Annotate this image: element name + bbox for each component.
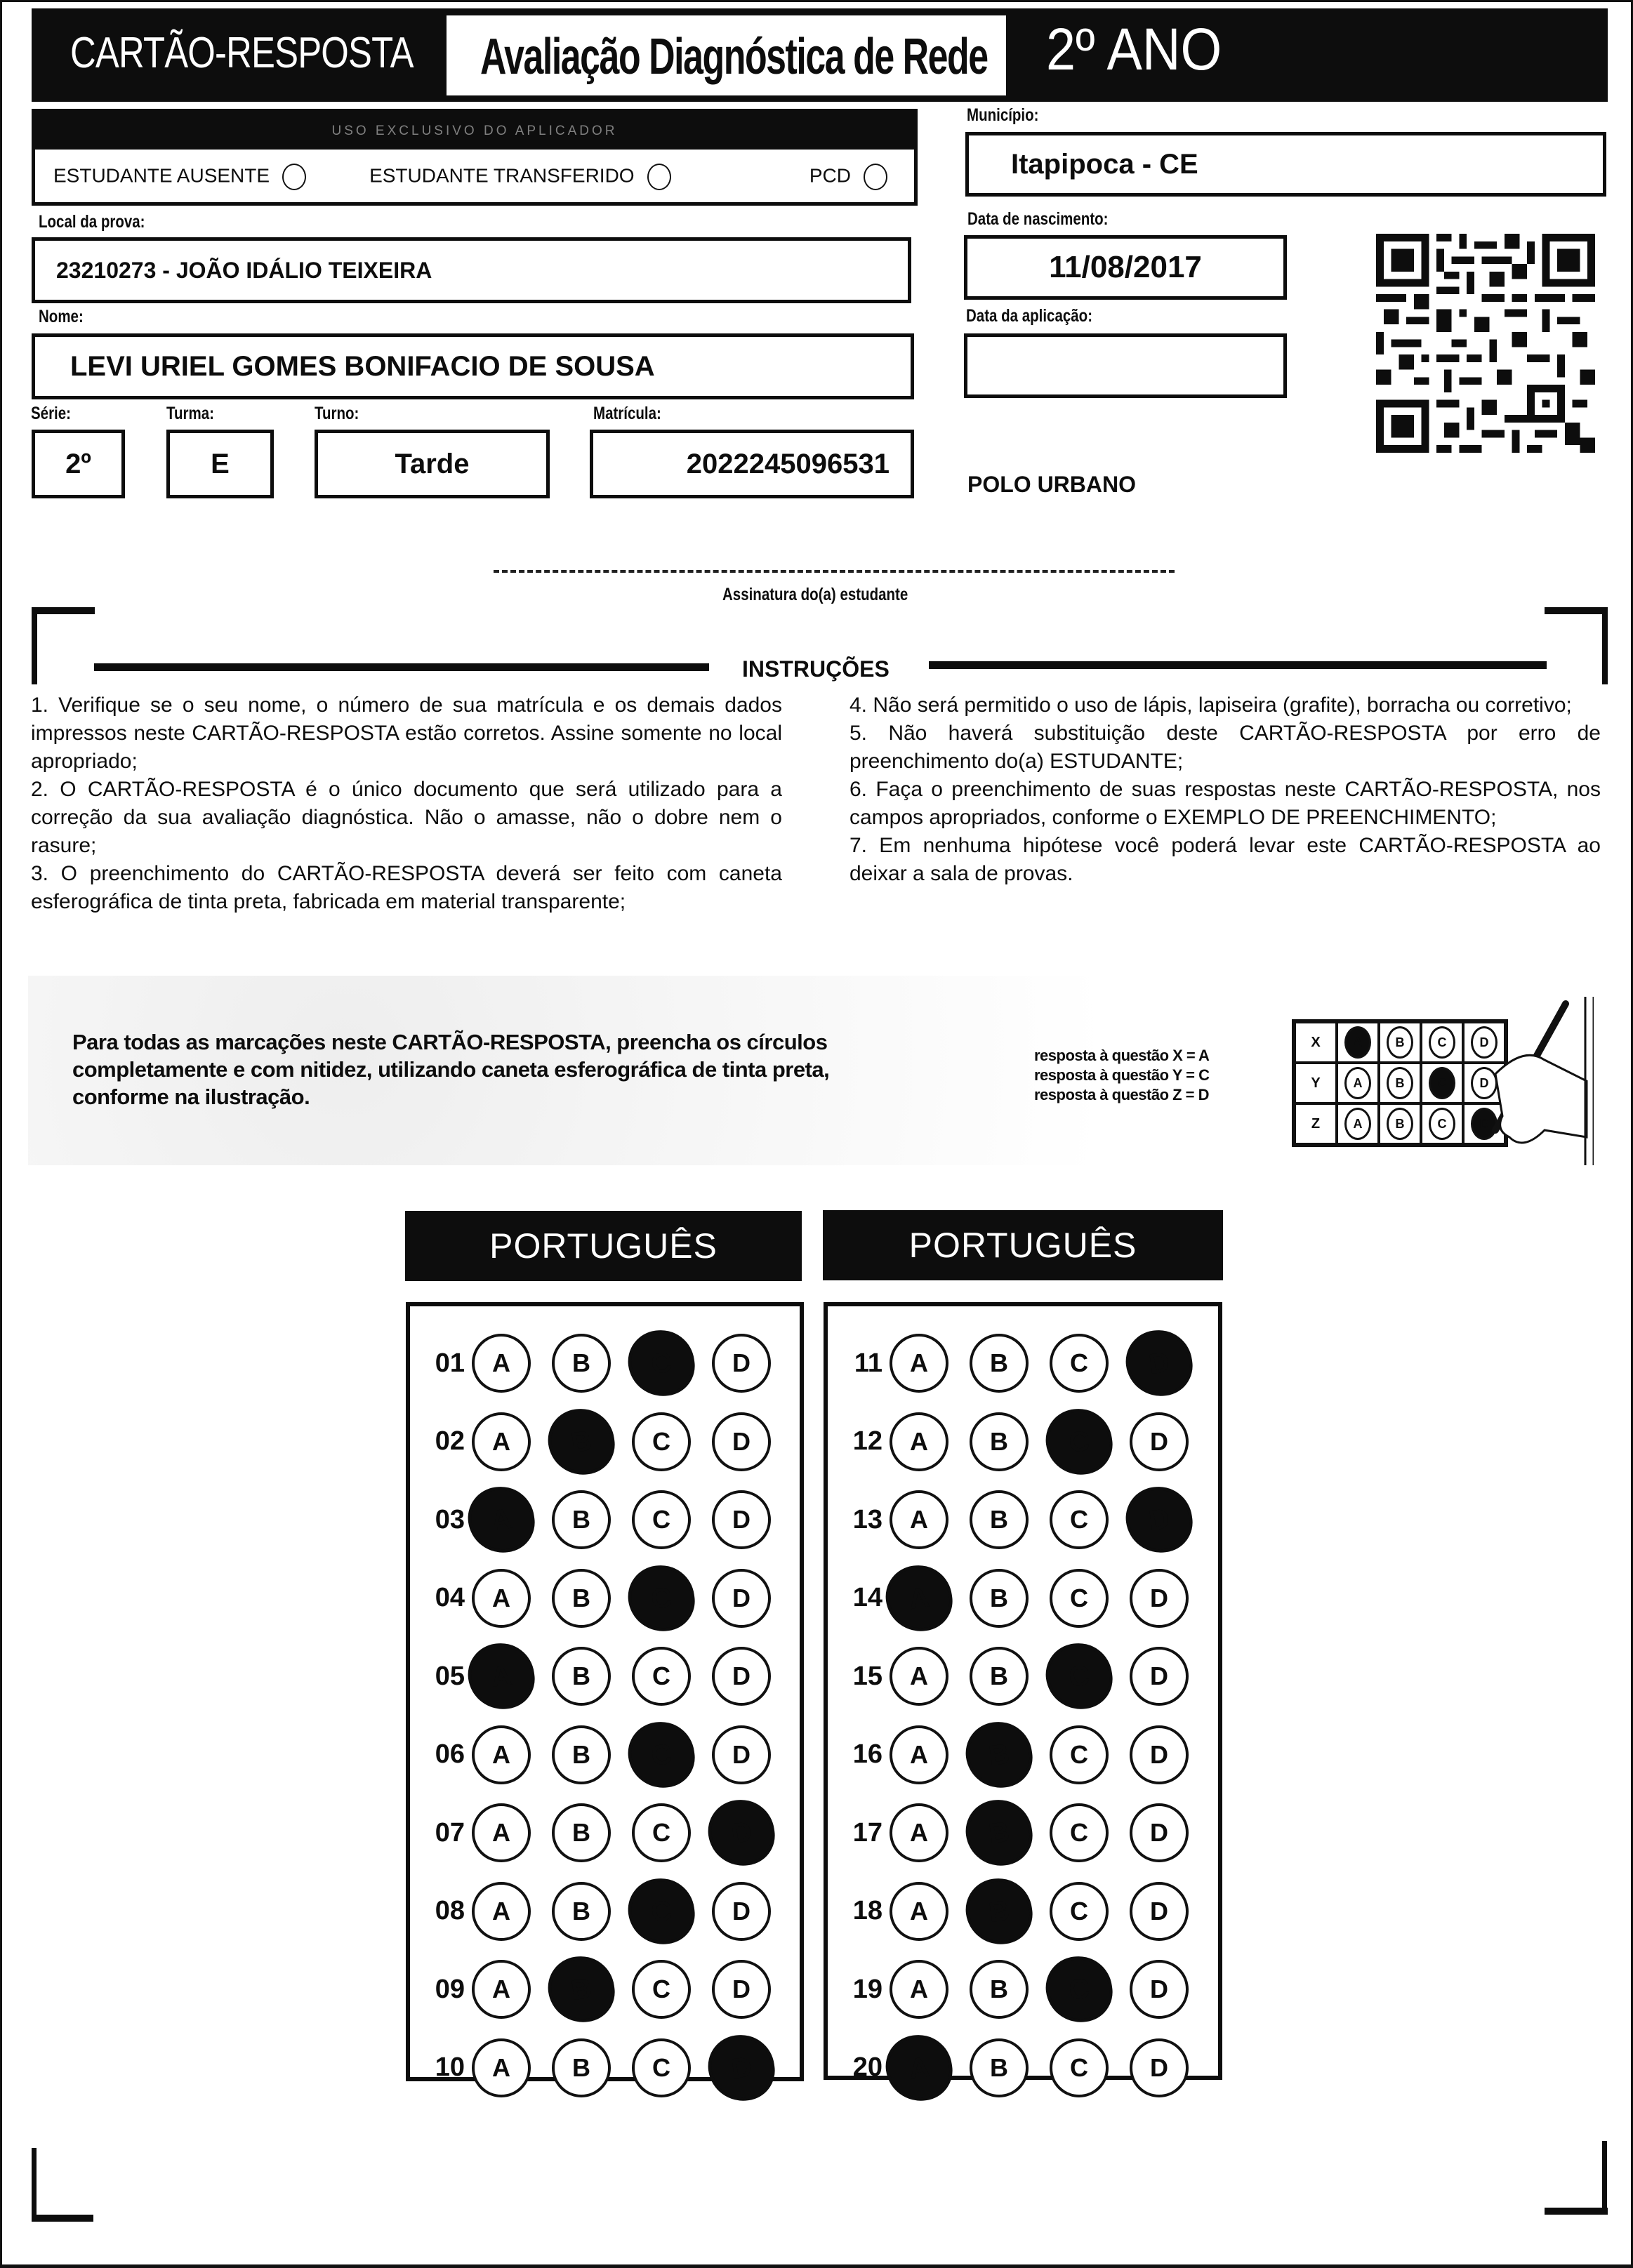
answer-bubble-a[interactable]: A (472, 1960, 531, 2019)
option-transferred[interactable] (369, 164, 671, 190)
exam-title: Avaliação Diagnóstica de Rede (480, 29, 988, 85)
question-number: 06 (435, 1739, 465, 1769)
nome-field (32, 333, 914, 399)
question-number: 01 (435, 1348, 465, 1378)
answer-bubble-d[interactable]: D (1130, 1803, 1189, 1862)
example-bubble-filled: D (1471, 1108, 1498, 1140)
answer-bubble-c[interactable]: C (632, 1490, 691, 1549)
answer-bubble-b[interactable]: B (552, 1882, 611, 1941)
example-legend-z: resposta à questão Z = D (1034, 1086, 1210, 1103)
question-row (410, 1950, 792, 2029)
section-title-left: PORTUGUÊS (489, 1226, 718, 1266)
answer-bubble-b[interactable]: B (970, 1569, 1029, 1628)
answer-bubble-a[interactable]: A (472, 1725, 531, 1784)
answer-bubble-b[interactable]: B (970, 1647, 1029, 1706)
question-row (828, 1950, 1210, 2029)
answer-bubble-c[interactable]: C (632, 1412, 691, 1471)
answer-bubble-a[interactable]: A (882, 1560, 956, 1635)
instructions-right (849, 691, 1601, 888)
corner-mark-top-left (32, 607, 95, 614)
answer-bubble-c[interactable]: C (1050, 2038, 1109, 2097)
section-header-right (823, 1210, 1223, 1280)
example-cell (1421, 1103, 1463, 1144)
answer-bubble-b[interactable]: B (552, 1490, 611, 1549)
matricula-value: 2022245096531 (686, 448, 890, 479)
grade-label: 2º ANO (1046, 16, 1222, 82)
answer-bubble-a[interactable]: A (472, 2038, 531, 2097)
answer-bubble-d[interactable]: D (1130, 1647, 1189, 1706)
answer-bubble-b[interactable]: B (552, 1803, 611, 1862)
instruction-2: 2. O CARTÃO-RESPOSTA é o único documento que será utilizado para a correção da sua avaliação diagnóstica. Não o amasse, não o dobre nem o rasure; (31, 778, 782, 857)
example-bubble: C (1429, 1108, 1455, 1140)
signature-line[interactable] (494, 570, 1175, 573)
answer-bubble-b[interactable]: B (552, 1647, 611, 1706)
answer-bubble-b[interactable]: B (970, 1334, 1029, 1393)
question-number: 16 (852, 1739, 882, 1769)
answer-bubble-a[interactable]: A (472, 1569, 531, 1628)
answer-bubble-a[interactable]: A (890, 1960, 948, 2019)
example-cell (1421, 1022, 1463, 1063)
answer-bubble-a[interactable]: A (882, 2030, 956, 2104)
example-cell (1337, 1063, 1379, 1103)
question-row (410, 2029, 792, 2107)
answer-bubble-a[interactable]: A (890, 1647, 948, 1706)
answer-bubble-c[interactable]: C (1050, 1569, 1109, 1628)
instruction-5: 5. Não haverá substituição deste CARTÃO-RESPOSTA por erro de preenchimento do(a) ESTUDANTE; (849, 722, 1601, 773)
question-number: 15 (852, 1661, 882, 1691)
example-bubble: D (1471, 1026, 1498, 1059)
corner-mark-bottom-right-v (1602, 2141, 1607, 2215)
question-row (410, 1793, 792, 1872)
instructions-title: INSTRUÇÕES (742, 656, 890, 682)
example-cell (1379, 1022, 1421, 1063)
question-row (828, 1872, 1210, 1951)
question-number: 05 (435, 1661, 465, 1691)
answer-bubble-a[interactable]: A (464, 1639, 538, 1713)
corner-mark-top-right (1545, 607, 1608, 614)
answer-bubble-c[interactable]: C (1042, 1404, 1116, 1478)
example-row-label: Z (1295, 1103, 1337, 1144)
instructions-left (31, 691, 782, 916)
option-absent-label: ESTUDANTE AUSENTE (53, 164, 270, 187)
example-bubble: B (1387, 1026, 1413, 1059)
question-row (410, 1324, 792, 1402)
radio-pcd[interactable] (864, 164, 887, 190)
question-number: 03 (435, 1504, 465, 1534)
answer-bubble-c[interactable]: C (624, 1717, 699, 1791)
answer-bubble-a[interactable]: A (890, 1725, 948, 1784)
example-grid (1292, 1019, 1508, 1147)
example-cell (1337, 1103, 1379, 1144)
polo-label: POLO URBANO (967, 472, 1136, 497)
corner-mark-bottom-right (1545, 2208, 1608, 2215)
turma-value: E (211, 448, 230, 479)
answer-bubble-b[interactable]: B (970, 1960, 1029, 2019)
applicator-title: USO EXCLUSIVO DO APLICADOR (331, 123, 618, 138)
answer-bubble-c[interactable]: C (624, 1560, 699, 1635)
corner-mark-top-left-v (32, 607, 37, 684)
turno-label: Turno: (315, 404, 359, 423)
option-pcd[interactable] (809, 164, 887, 190)
applicator-header (35, 112, 914, 150)
answer-bubble-d[interactable]: D (1122, 1483, 1196, 1557)
municipio-field (965, 132, 1606, 197)
question-number: 19 (852, 1974, 882, 2004)
question-row (828, 1637, 1210, 1716)
example-row-label: X (1295, 1022, 1337, 1063)
answer-bubble-c[interactable]: C (632, 1960, 691, 2019)
example-bubble: C (1429, 1026, 1455, 1059)
matricula-field (590, 430, 914, 498)
answer-bubble-d[interactable]: D (1130, 1725, 1189, 1784)
question-number: 20 (852, 2053, 882, 2082)
section-title-right: PORTUGUÊS (908, 1226, 1137, 1265)
option-pcd-label: PCD (809, 164, 851, 187)
exam-title-box (444, 13, 1009, 98)
answer-bubble-a[interactable]: A (890, 1412, 948, 1471)
municipio-value: Itapipoca - CE (1011, 148, 1198, 180)
answer-bubble-d[interactable]: D (712, 1647, 771, 1706)
answer-bubble-b[interactable]: B (552, 1334, 611, 1393)
example-row-label: Y (1295, 1063, 1337, 1103)
card-title: CARTÃO-RESPOSTA (70, 29, 414, 77)
question-row (828, 1402, 1210, 1481)
instruction-4: 4. Não será permitido o uso de lápis, lapiseira (grafite), borracha ou corretivo; (849, 694, 1572, 717)
answer-bubble-b[interactable]: B (552, 1569, 611, 1628)
answer-bubble-b[interactable]: B (970, 2038, 1029, 2097)
question-row (828, 1480, 1210, 1559)
answer-bubble-d[interactable]: D (704, 1796, 779, 1870)
question-row (828, 1559, 1210, 1638)
answer-bubble-d[interactable]: D (1130, 1960, 1189, 2019)
data-nascimento-value: 11/08/2017 (1049, 250, 1202, 284)
answer-bubble-d[interactable]: D (712, 1882, 771, 1941)
question-number: 13 (852, 1504, 882, 1534)
answer-bubble-d[interactable]: D (712, 1960, 771, 2019)
question-row (410, 1559, 792, 1638)
question-row (828, 1716, 1210, 1794)
serie-value: 2º (65, 448, 91, 479)
signature-label: Assinatura do(a) estudante (722, 585, 908, 604)
answer-bubble-c[interactable]: C (624, 1326, 699, 1400)
example-bubble: A (1344, 1067, 1371, 1099)
answer-bubble-d[interactable]: D (1130, 1412, 1189, 1471)
answer-bubble-a[interactable]: A (472, 1882, 531, 1941)
instructions-rule-left (94, 663, 709, 671)
instruction-1: 1. Verifique se o seu nome, o número de sua matrícula e os demais dados impressos neste CARTÃO-RESPOSTA estão corretos. Assine somente no local apropriado; (31, 694, 782, 773)
answer-bubble-a[interactable]: A (464, 1483, 538, 1557)
data-nascimento-field (964, 235, 1287, 300)
local-prova-value: 23210273 - JOÃO IDÁLIO TEIXEIRA (56, 257, 432, 283)
answer-bubble-b[interactable]: B (962, 1796, 1036, 1870)
corner-mark-top-right-v (1602, 607, 1608, 684)
answer-bubble-c[interactable]: C (1042, 1639, 1116, 1713)
question-number: 08 (435, 1896, 465, 1925)
data-nascimento-label: Data de nascimento: (967, 209, 1109, 229)
example-legend-x: resposta à questão X = A (1034, 1047, 1210, 1064)
data-aplicacao-field[interactable] (964, 333, 1287, 398)
answer-bubble-a[interactable]: A (472, 1334, 531, 1393)
radio-absent[interactable] (282, 164, 306, 190)
question-row (828, 1324, 1210, 1402)
section-header-left (405, 1211, 802, 1281)
example-bubble: B (1387, 1108, 1413, 1140)
example-bubble: D (1471, 1067, 1498, 1099)
answer-bubble-c[interactable]: C (624, 1874, 699, 1948)
example-cell (1379, 1063, 1421, 1103)
nome-value: LEVI URIEL GOMES BONIFACIO DE SOUSA (70, 350, 655, 382)
instruction-6: 6. Faça o preenchimento de suas respostas neste CARTÃO-RESPOSTA, nos campos apropriados, conforme o EXEMPLO DE PREENCHIMENTO; (849, 778, 1601, 829)
answer-bubble-d[interactable]: D (712, 1334, 771, 1393)
applicator-box (32, 109, 918, 206)
answer-bubble-c[interactable]: C (632, 1803, 691, 1862)
option-absent[interactable] (53, 164, 306, 190)
answer-bubble-c[interactable]: C (1050, 1334, 1109, 1393)
answer-bubble-d[interactable]: D (1130, 2038, 1189, 2097)
corner-mark-bottom-left-v (32, 2148, 37, 2222)
question-number: 12 (852, 1426, 882, 1456)
instruction-7: 7. Em nenhuma hipótese você poderá levar este CARTÃO-RESPOSTA ao deixar a sala de provas. (849, 834, 1601, 885)
instruction-3: 3. O preenchimento do CARTÃO-RESPOSTA deverá ser feito com caneta esferográfica de tinta preta, fabricada em material transparente; (31, 862, 782, 913)
question-number: 10 (435, 2053, 465, 2082)
answer-bubble-b[interactable]: B (970, 1490, 1029, 1549)
question-row (410, 1637, 792, 1716)
question-number: 18 (852, 1896, 882, 1925)
turma-label: Turma: (166, 404, 214, 423)
qr-code-icon (1376, 234, 1595, 453)
instructions-rule-right (929, 661, 1547, 669)
local-prova-field (32, 237, 911, 303)
answer-bubble-c[interactable]: C (632, 2038, 691, 2097)
turma-field (166, 430, 274, 498)
answer-bubble-c[interactable]: C (1050, 1490, 1109, 1549)
turno-value: Tarde (395, 448, 470, 479)
example-bubble-filled: A (1344, 1026, 1371, 1059)
question-row (410, 1716, 792, 1794)
answer-bubble-b[interactable]: B (962, 1717, 1036, 1791)
answer-bubble-d[interactable]: D (712, 1412, 771, 1471)
question-number: 02 (435, 1426, 465, 1456)
question-number: 04 (435, 1583, 465, 1612)
answer-bubble-a[interactable]: A (890, 1803, 948, 1862)
answer-bubble-a[interactable]: A (472, 1412, 531, 1471)
example-bubble: B (1387, 1067, 1413, 1099)
answer-bubble-c[interactable]: C (1050, 1725, 1109, 1784)
answer-bubble-d[interactable]: D (1130, 1569, 1189, 1628)
example-cell (1421, 1063, 1463, 1103)
question-number: 14 (852, 1583, 882, 1612)
answer-bubble-a[interactable]: A (890, 1334, 948, 1393)
option-transferred-label: ESTUDANTE TRANSFERIDO (369, 164, 635, 187)
answer-bubble-c[interactable]: C (1050, 1803, 1109, 1862)
question-number: 07 (435, 1817, 465, 1848)
answer-bubble-b[interactable]: B (552, 1725, 611, 1784)
example-legend-y: resposta à questão Y = C (1034, 1066, 1210, 1084)
answer-bubble-c[interactable]: C (1050, 1882, 1109, 1941)
answer-panel-right (824, 1302, 1222, 2085)
answer-bubble-b[interactable]: B (962, 1874, 1036, 1948)
applicator-options (35, 150, 914, 204)
answer-bubble-d[interactable]: D (712, 1490, 771, 1549)
serie-field (32, 430, 125, 498)
question-row (410, 1872, 792, 1951)
answer-bubble-d[interactable]: D (704, 2030, 779, 2104)
answer-bubble-d[interactable]: D (1122, 1326, 1196, 1400)
question-number: 17 (852, 1817, 882, 1848)
data-aplicacao-label: Data da aplicação: (966, 306, 1093, 326)
answer-bubble-b[interactable]: B (552, 2038, 611, 2097)
matricula-label: Matrícula: (593, 404, 661, 423)
example-legend (1034, 1046, 1209, 1105)
hand-pen-illustration-icon (1481, 997, 1594, 1165)
turno-field (315, 430, 550, 498)
answer-bubble-d[interactable]: D (712, 1725, 771, 1784)
answer-bubble-b[interactable]: B (970, 1412, 1029, 1471)
answer-bubble-a[interactable]: A (472, 1803, 531, 1862)
question-row (828, 2029, 1210, 2107)
local-prova-label: Local da prova: (39, 212, 145, 232)
example-bubble-filled: C (1429, 1067, 1455, 1099)
nome-label: Nome: (39, 307, 84, 326)
radio-transferred[interactable] (647, 164, 671, 190)
answer-bubble-c[interactable]: C (632, 1647, 691, 1706)
answer-panel-left (406, 1302, 804, 2085)
corner-mark-bottom-left (32, 2215, 93, 2222)
serie-label: Série: (31, 404, 71, 423)
answer-bubble-b[interactable]: B (544, 1952, 619, 2027)
question-row (410, 1480, 792, 1559)
question-row (410, 1402, 792, 1481)
answer-bubble-b[interactable]: B (544, 1404, 619, 1478)
example-instructions: Para todas as marcações neste CARTÃO-RESPOSTA, preencha os círculos completamente e com nitidez, utilizando caneta esferográfica de tinta preta, conforme na ilustração. (72, 1030, 830, 1109)
answer-bubble-c[interactable]: C (1042, 1952, 1116, 2027)
municipio-label: Município: (967, 105, 1039, 125)
question-number: 09 (435, 1974, 465, 2004)
example-bubble: A (1344, 1108, 1371, 1140)
answer-bubble-d[interactable]: D (1130, 1882, 1189, 1941)
answer-bubble-a[interactable]: A (890, 1490, 948, 1549)
example-cell (1337, 1022, 1379, 1063)
answer-bubble-a[interactable]: A (890, 1882, 948, 1941)
question-row (828, 1793, 1210, 1872)
question-number: 11 (854, 1348, 882, 1378)
example-cell (1379, 1103, 1421, 1144)
answer-bubble-d[interactable]: D (712, 1569, 771, 1628)
